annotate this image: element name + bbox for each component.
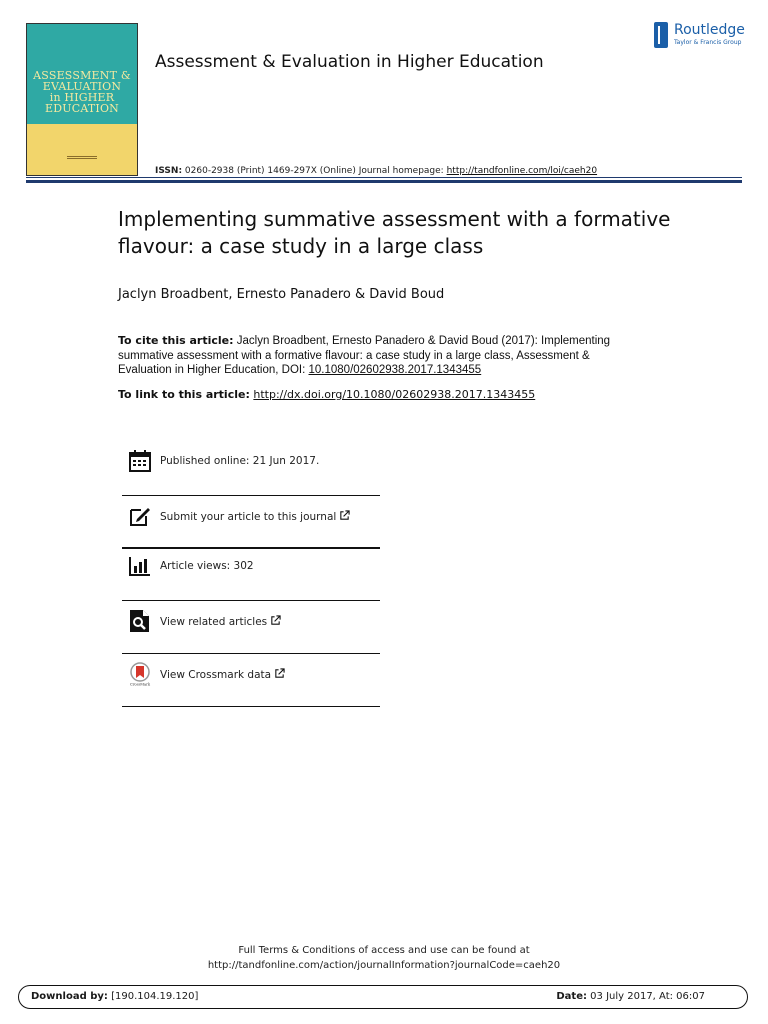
- article-views-text: Article views: 302: [160, 560, 254, 572]
- citation-label: To cite this article:: [118, 334, 234, 347]
- citation-block: [118, 334, 638, 378]
- submit-article-link[interactable]: [160, 510, 350, 523]
- external-link-icon: [339, 510, 350, 521]
- download-ip: [190.104.19.120]: [111, 991, 199, 1002]
- cover-title-line: in HIGHER: [49, 91, 115, 104]
- header-rule: [26, 180, 742, 183]
- bar-chart-icon: [128, 554, 152, 578]
- publisher-group: Taylor & Francis Group: [674, 39, 742, 46]
- document-search-icon: [128, 609, 152, 633]
- article-authors: Jaclyn Broadbent, Ernesto Panadero & David Boud: [118, 287, 445, 302]
- published-online-item: [122, 443, 380, 483]
- divider: [122, 653, 380, 654]
- article-title: Implementing summative assessment with a formative flavour: a case study in a large class: [118, 207, 671, 258]
- date-value: 03 July 2017, At: 06:07: [590, 991, 705, 1002]
- published-online-text: Published online: 21 Jun 2017.: [160, 455, 320, 467]
- crossmark-link[interactable]: [160, 668, 285, 681]
- terms-and-conditions: [0, 943, 768, 973]
- external-link-icon: [270, 615, 281, 626]
- citation-text: Jaclyn Broadbent, Ernesto Panadero & David Boud (2017): Implementing summative assessment with a formative flavour: a case study in a large class, Assessment & Evaluation in Higher Education, DOI:: [118, 335, 611, 376]
- terms-link[interactable]: http://tandfonline.com/action/journalInformation?journalCode=caeh20: [207, 960, 561, 971]
- article-link-row: [118, 388, 535, 401]
- download-info-bar: [18, 985, 748, 1009]
- crossmark-badge-text: CrossMark: [129, 682, 151, 686]
- related-articles-text: View related articles: [160, 616, 268, 628]
- issn-text: 0260-2938 (Print) 1469-297X (Online) Journal homepage:: [184, 166, 444, 176]
- download-by: [31, 991, 198, 1002]
- cover-title-line: EVALUATION: [42, 80, 122, 93]
- terms-line: Full Terms & Conditions of access and use can be found at: [238, 945, 530, 956]
- download-label: Download by:: [31, 991, 108, 1002]
- cover-title-line: EDUCATION: [44, 102, 119, 115]
- crossmark-icon: [128, 662, 152, 686]
- divider: [122, 495, 380, 496]
- submit-article-text: Submit your article to this journal: [160, 511, 337, 523]
- related-articles-link[interactable]: [160, 615, 281, 628]
- header-rule-thin: [26, 177, 742, 178]
- article-link[interactable]: http://dx.doi.org/10.1080/02602938.2017.1343455: [253, 388, 536, 401]
- journal-cover-image: [26, 23, 138, 176]
- crossmark-item[interactable]: [122, 656, 380, 696]
- calendar-icon: [128, 449, 152, 473]
- cover-title-line: ASSESSMENT &: [33, 69, 131, 82]
- publisher-logo: [654, 22, 746, 50]
- issn-label: ISSN:: [155, 166, 183, 176]
- related-articles-item[interactable]: [122, 603, 380, 643]
- crossmark-text: View Crossmark data: [160, 669, 272, 681]
- divider: [122, 706, 380, 707]
- external-link-icon: [274, 668, 285, 679]
- cover-bottom-panel: [27, 124, 137, 175]
- download-date: [556, 991, 705, 1002]
- publisher-name: Routledge: [674, 22, 745, 38]
- doi-link[interactable]: 10.1080/02602938.2017.1343455: [308, 364, 482, 376]
- cover-publisher-mark: [67, 156, 97, 161]
- journal-title: Assessment & Evaluation in Higher Education: [155, 52, 544, 72]
- divider: [122, 600, 380, 601]
- article-views-item: [122, 548, 380, 588]
- article-link-label: To link to this article:: [118, 388, 250, 401]
- cover-title: [27, 70, 137, 114]
- edit-icon: [128, 504, 152, 528]
- date-label: Date:: [556, 991, 587, 1002]
- routledge-logo-icon: [654, 22, 668, 48]
- journal-homepage-link[interactable]: http://tandfonline.com/loi/caeh20: [446, 166, 598, 176]
- issn-line: [155, 166, 597, 176]
- submit-article-item[interactable]: [122, 498, 380, 538]
